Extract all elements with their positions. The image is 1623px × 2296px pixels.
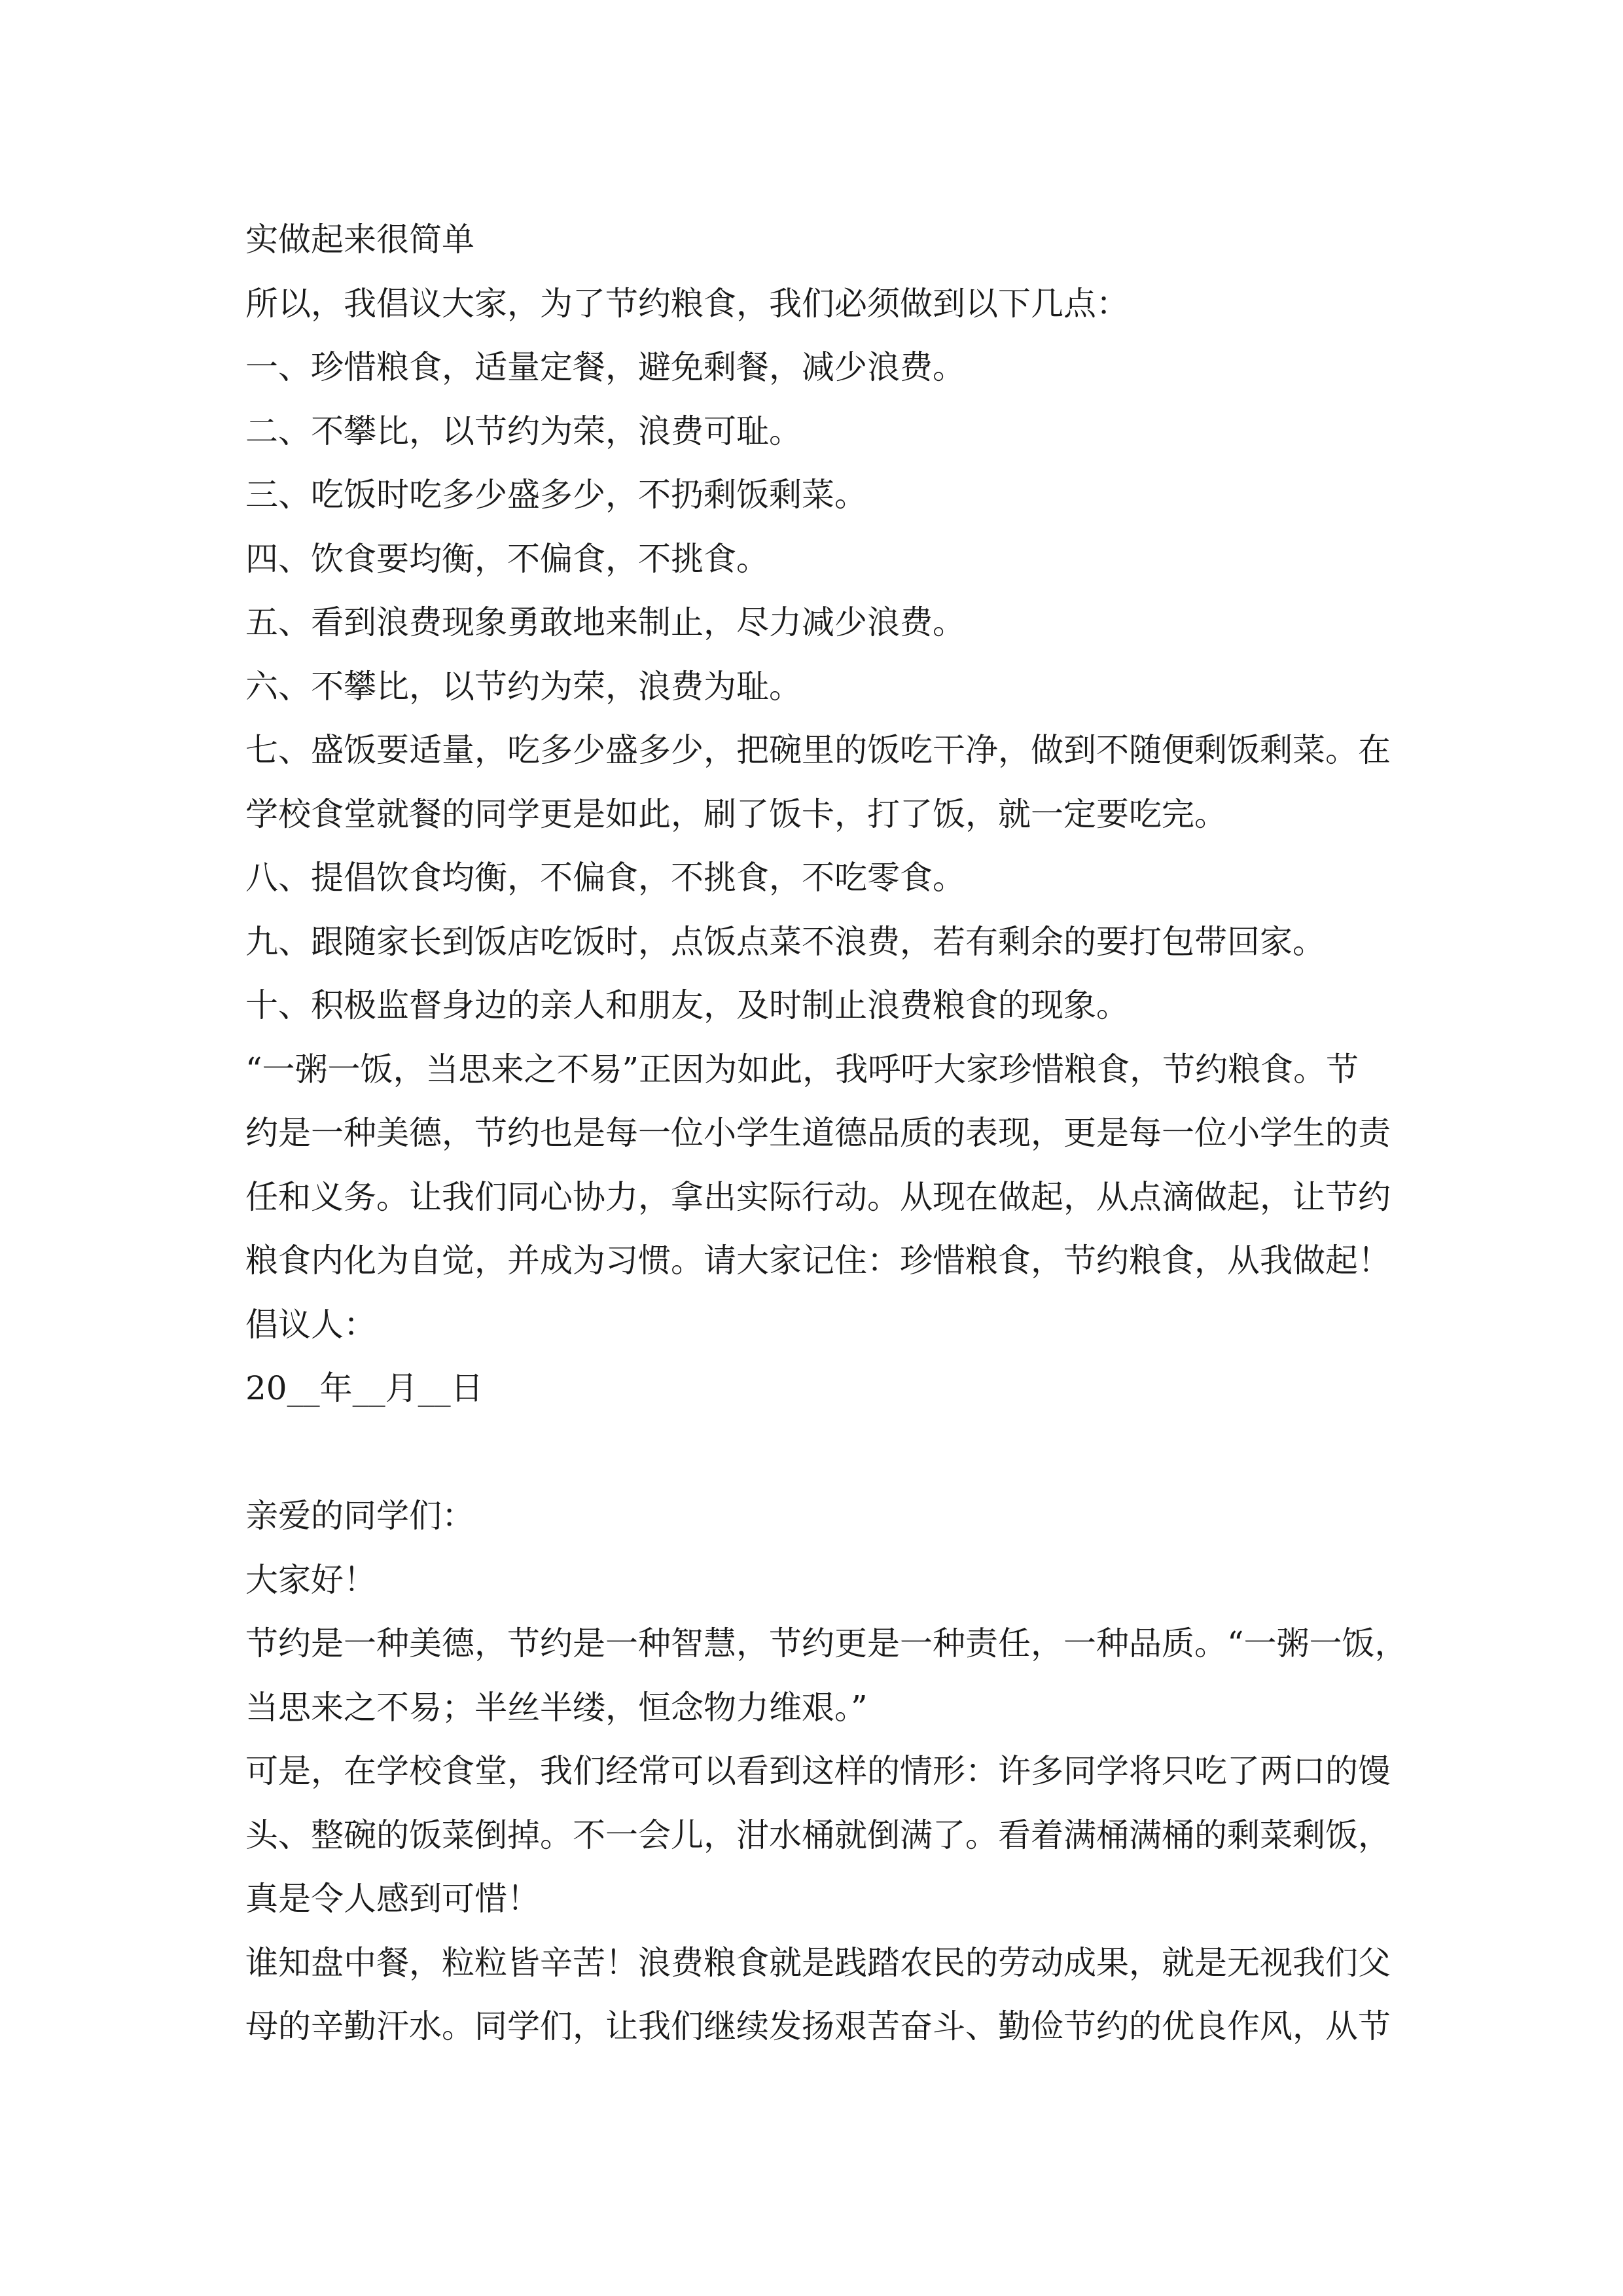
document-body [245,208,1408,2059]
text-line: 节约是一种美德，节约是一种智慧，节约更是一种责任，一种品质。“一粥一饭， [245,1624,1408,1662]
text-line: 任和义务。让我们同心协力，拿出实际行动。从现在做起，从点滴做起，让节约 [245,1177,1391,1216]
text-line: 二、不攀比，以节约为荣，浪费可耻。 [245,412,802,450]
text-line: 五、看到浪费现象勇敢地来制止，尽力减少浪费。 [245,603,965,641]
text-line: 真是令人感到可惜！ [245,1880,540,1918]
text-line: 八、提倡饮食均衡，不偏食，不挑食，不吃零食。 [245,859,965,897]
greeting: 大家好！ [245,1560,376,1599]
text-line: 九、跟随家长到饭店吃饭时，点饭点菜不浪费，若有剩余的要打包带回家。 [245,922,1325,961]
text-line: 六、不攀比，以节约为荣，浪费为耻。 [245,667,802,706]
text-line: 头、整碗的饭菜倒掉。不一会儿，泔水桶就倒满了。看着满桶满桶的剩菜剩饭， [245,1816,1391,1854]
signature-label: 倡议人： [245,1305,376,1344]
text-line: 四、饮食要均衡，不偏食，不挑食。 [245,539,769,578]
section-gap [245,1421,1387,1485]
text-line: 七、盛饭要适量，吃多少盛多少，把碗里的饭吃干净，做到不随便剩饭剩菜。在 [245,731,1391,769]
text-line: 实做起来很简单 [245,221,474,259]
text-line: 所以，我倡议大家，为了节约粮食，我们必须做到以下几点： [245,284,1129,323]
text-line: “一粥一饭，当思来之不易”正因为如此，我呼吁大家珍惜粮食，节约粮食。节 [245,1050,1359,1088]
text-line: 可是，在学校食堂，我们经常可以看到这样的情形：许多同学将只吃了两口的馒 [245,1752,1391,1790]
text-line: 谁知盘中餐，粒粒皆辛苦！浪费粮食就是践踏农民的劳动成果，就是无视我们父 [245,1943,1391,1982]
text-line: 十、积极监督身边的亲人和朋友，及时制止浪费粮食的现象。 [245,986,1129,1024]
text-line: 粮食内化为自觉，并成为习惯。请大家记住：珍惜粮食，节约粮食，从我做起！ [245,1242,1391,1280]
text-line: 三、吃饭时吃多少盛多少，不扔剩饭剩菜。 [245,476,867,514]
text-line: 学校食堂就餐的同学更是如此，刷了饭卡，打了饭，就一定要吃完。 [245,795,1227,833]
date-line: 20__年__月__日 [245,1369,484,1407]
text-line: 当思来之不易；半丝半缕，恒念物力维艰。” [245,1688,868,1727]
salutation: 亲爱的同学们： [245,1497,474,1535]
text-line: 一、珍惜粮食，适量定餐，避免剩餐，减少浪费。 [245,348,965,386]
text-line: 约是一种美德，节约也是每一位小学生道德品质的表现，更是每一位小学生的责 [245,1114,1391,1152]
text-line: 母的辛勤汗水。同学们，让我们继续发扬艰苦奋斗、勤俭节约的优良作风，从节 [245,2007,1391,2045]
